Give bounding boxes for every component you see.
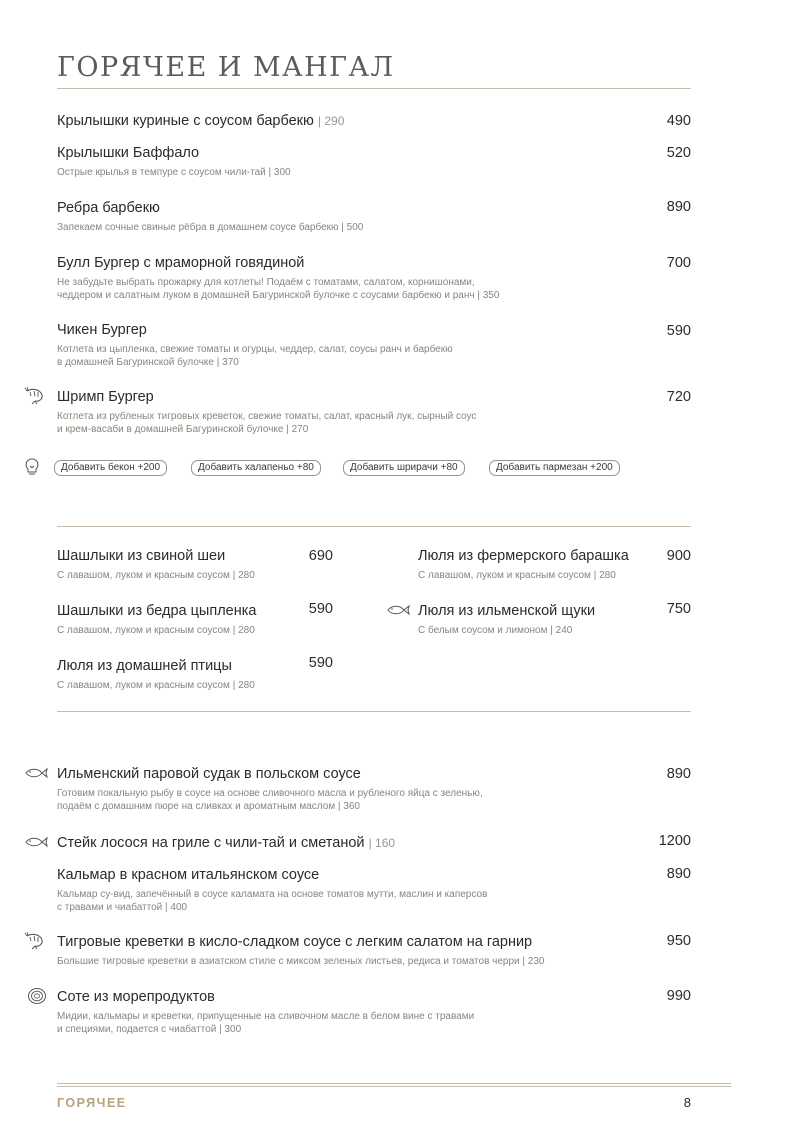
item-desc: С лавашом, луком и красным соусом | 280	[57, 680, 255, 691]
item-price: 590	[308, 601, 333, 617]
menu-item	[418, 547, 629, 582]
item-price: 890	[666, 866, 691, 882]
item-desc: Мидии, кальмары и креветки, припущенные на сливочном масле в белом вине с травами	[57, 1011, 475, 1022]
item-desc: с травами и чиабаттой | 400	[57, 902, 188, 913]
item-price: 720	[666, 389, 691, 405]
item-desc: С лавашом, луком и красным соусом | 280	[57, 625, 255, 636]
item-name: Люля из фермерского барашка	[418, 548, 629, 564]
menu-item	[57, 933, 544, 968]
shrimp-icon	[24, 387, 46, 405]
item-desc: С лавашом, луком и красным соусом | 280	[418, 570, 616, 581]
item-name: Стейк лосося на гриле с чили-тай и сметаной	[57, 835, 365, 851]
item-price: 950	[666, 933, 691, 949]
item-price: 590	[666, 323, 691, 339]
footer-divider	[57, 1083, 731, 1084]
item-desc: Котлета из рубленых тигровых креветок, свежие томаты, салат, красный лук, сырный соус	[57, 411, 477, 422]
footer-section-label: ГОРЯЧЕЕ	[57, 1096, 127, 1110]
section-divider	[57, 711, 691, 712]
item-name: Шашлыки из бедра цыпленка	[57, 603, 257, 619]
shell-icon	[27, 987, 47, 1005]
menu-item	[57, 834, 395, 852]
addon-bacon: Добавить бекон +200	[54, 460, 167, 476]
menu-item	[57, 988, 474, 1036]
item-desc: Кальмар су-вид, запечённый в соусе каламата на основе томатов мутти, маслин и каперсов	[57, 889, 488, 900]
item-name: Шашлыки из свиной шеи	[57, 548, 226, 564]
menu-item	[57, 602, 256, 637]
menu-item	[418, 602, 595, 637]
item-desc: Котлета из цыпленка, свежие томаты и огурцы, чеддер, салат, соусы ранч и барбекю	[57, 344, 453, 355]
item-price: 990	[666, 988, 691, 1004]
item-price: 890	[666, 766, 691, 782]
item-price: 520	[666, 145, 691, 161]
item-desc: С лавашом, луком и красным соусом | 280	[57, 570, 255, 581]
item-desc: Не забудьте выбрать прожарку для котлеты! Подаём с томатами, салатом, корнишонами,	[57, 277, 475, 288]
item-price: 750	[666, 601, 691, 617]
item-name: Крылышки Баффало	[57, 145, 200, 161]
item-desc: С белым соусом и лимоном | 240	[418, 625, 573, 636]
item-desc: подаём с домашним пюре на сливках и ароматным маслом | 360	[57, 801, 360, 812]
addon-jalapeno: Добавить халапеньо +80	[191, 460, 321, 476]
item-weight: | 160	[368, 836, 396, 850]
item-price: 490	[666, 113, 691, 129]
menu-item	[57, 112, 344, 130]
item-name: Ильменский паровой судак в польском соусе	[57, 766, 361, 782]
item-name: Крылышки куриные с соусом барбекю	[57, 113, 314, 129]
menu-item	[57, 866, 487, 914]
item-desc: Большие тигровые креветки в азиатском стиле с миксом зеленых листьев, редиса и томатов черри | 230	[57, 956, 545, 967]
item-price: 590	[308, 655, 333, 671]
item-name: Ребра барбекю	[57, 200, 160, 216]
menu-item	[57, 388, 476, 436]
item-desc: Готовим покальную рыбу в соусе на основе сливочного масла и рубленого яйца с зеленью,	[57, 788, 483, 799]
item-price: 700	[666, 255, 691, 271]
item-price: 890	[666, 199, 691, 215]
page-number: 8	[683, 1095, 691, 1110]
item-name: Тигровые креветки в кисло-сладком соусе с легким салатом на гарнир	[57, 934, 533, 950]
item-desc: в домашней Багуринской булочке | 370	[57, 357, 239, 368]
menu-item	[57, 254, 499, 302]
menu-item	[57, 199, 363, 234]
addon-sriracha: Добавить шрирачи +80	[343, 460, 465, 476]
menu-item	[57, 547, 255, 582]
menu-item	[57, 321, 453, 369]
menu-item	[57, 144, 291, 179]
item-name: Шримп Бургер	[57, 389, 154, 405]
item-desc: и крем-васаби в домашней Багуринской булочке | 270	[57, 424, 309, 435]
fish-icon	[24, 836, 48, 848]
menu-item	[57, 657, 255, 692]
item-name: Булл Бургер с мраморной говядиной	[57, 255, 305, 271]
shrimp-icon	[24, 932, 46, 950]
item-name: Люля из ильменской щуки	[418, 603, 596, 619]
item-price: 1200	[658, 833, 691, 849]
page-title: ГОРЯЧЕЕ И МАНГАЛ	[57, 52, 395, 83]
item-price: 690	[308, 548, 333, 564]
item-name: Кальмар в красном итальянском соусе	[57, 867, 320, 883]
item-desc: Запекаем сочные свиные рёбра в домашнем соусе барбекю | 500	[57, 222, 364, 233]
item-desc: и специями, подается с чиабаттой | 300	[57, 1024, 242, 1035]
item-desc: Острые крылья в темпуре с соусом чили-тай | 300	[57, 167, 291, 178]
fish-icon	[386, 604, 410, 616]
hint-bulb-icon	[24, 458, 40, 476]
item-price: 900	[666, 548, 691, 564]
item-name: Соте из морепродуктов	[57, 989, 215, 1005]
footer-divider	[57, 1086, 731, 1087]
title-divider	[57, 88, 691, 89]
item-weight: | 290	[317, 114, 345, 128]
fish-icon	[24, 767, 48, 779]
section-divider	[57, 526, 691, 527]
item-name: Люля из домашней птицы	[57, 658, 232, 674]
addon-parmesan: Добавить пармезан +200	[489, 460, 620, 476]
item-name: Чикен Бургер	[57, 322, 147, 338]
menu-item	[57, 765, 483, 813]
item-desc: чеддером и салатным луком в домашней Багуринской булочке с соусами барбекю и ранч | 350	[57, 290, 500, 301]
